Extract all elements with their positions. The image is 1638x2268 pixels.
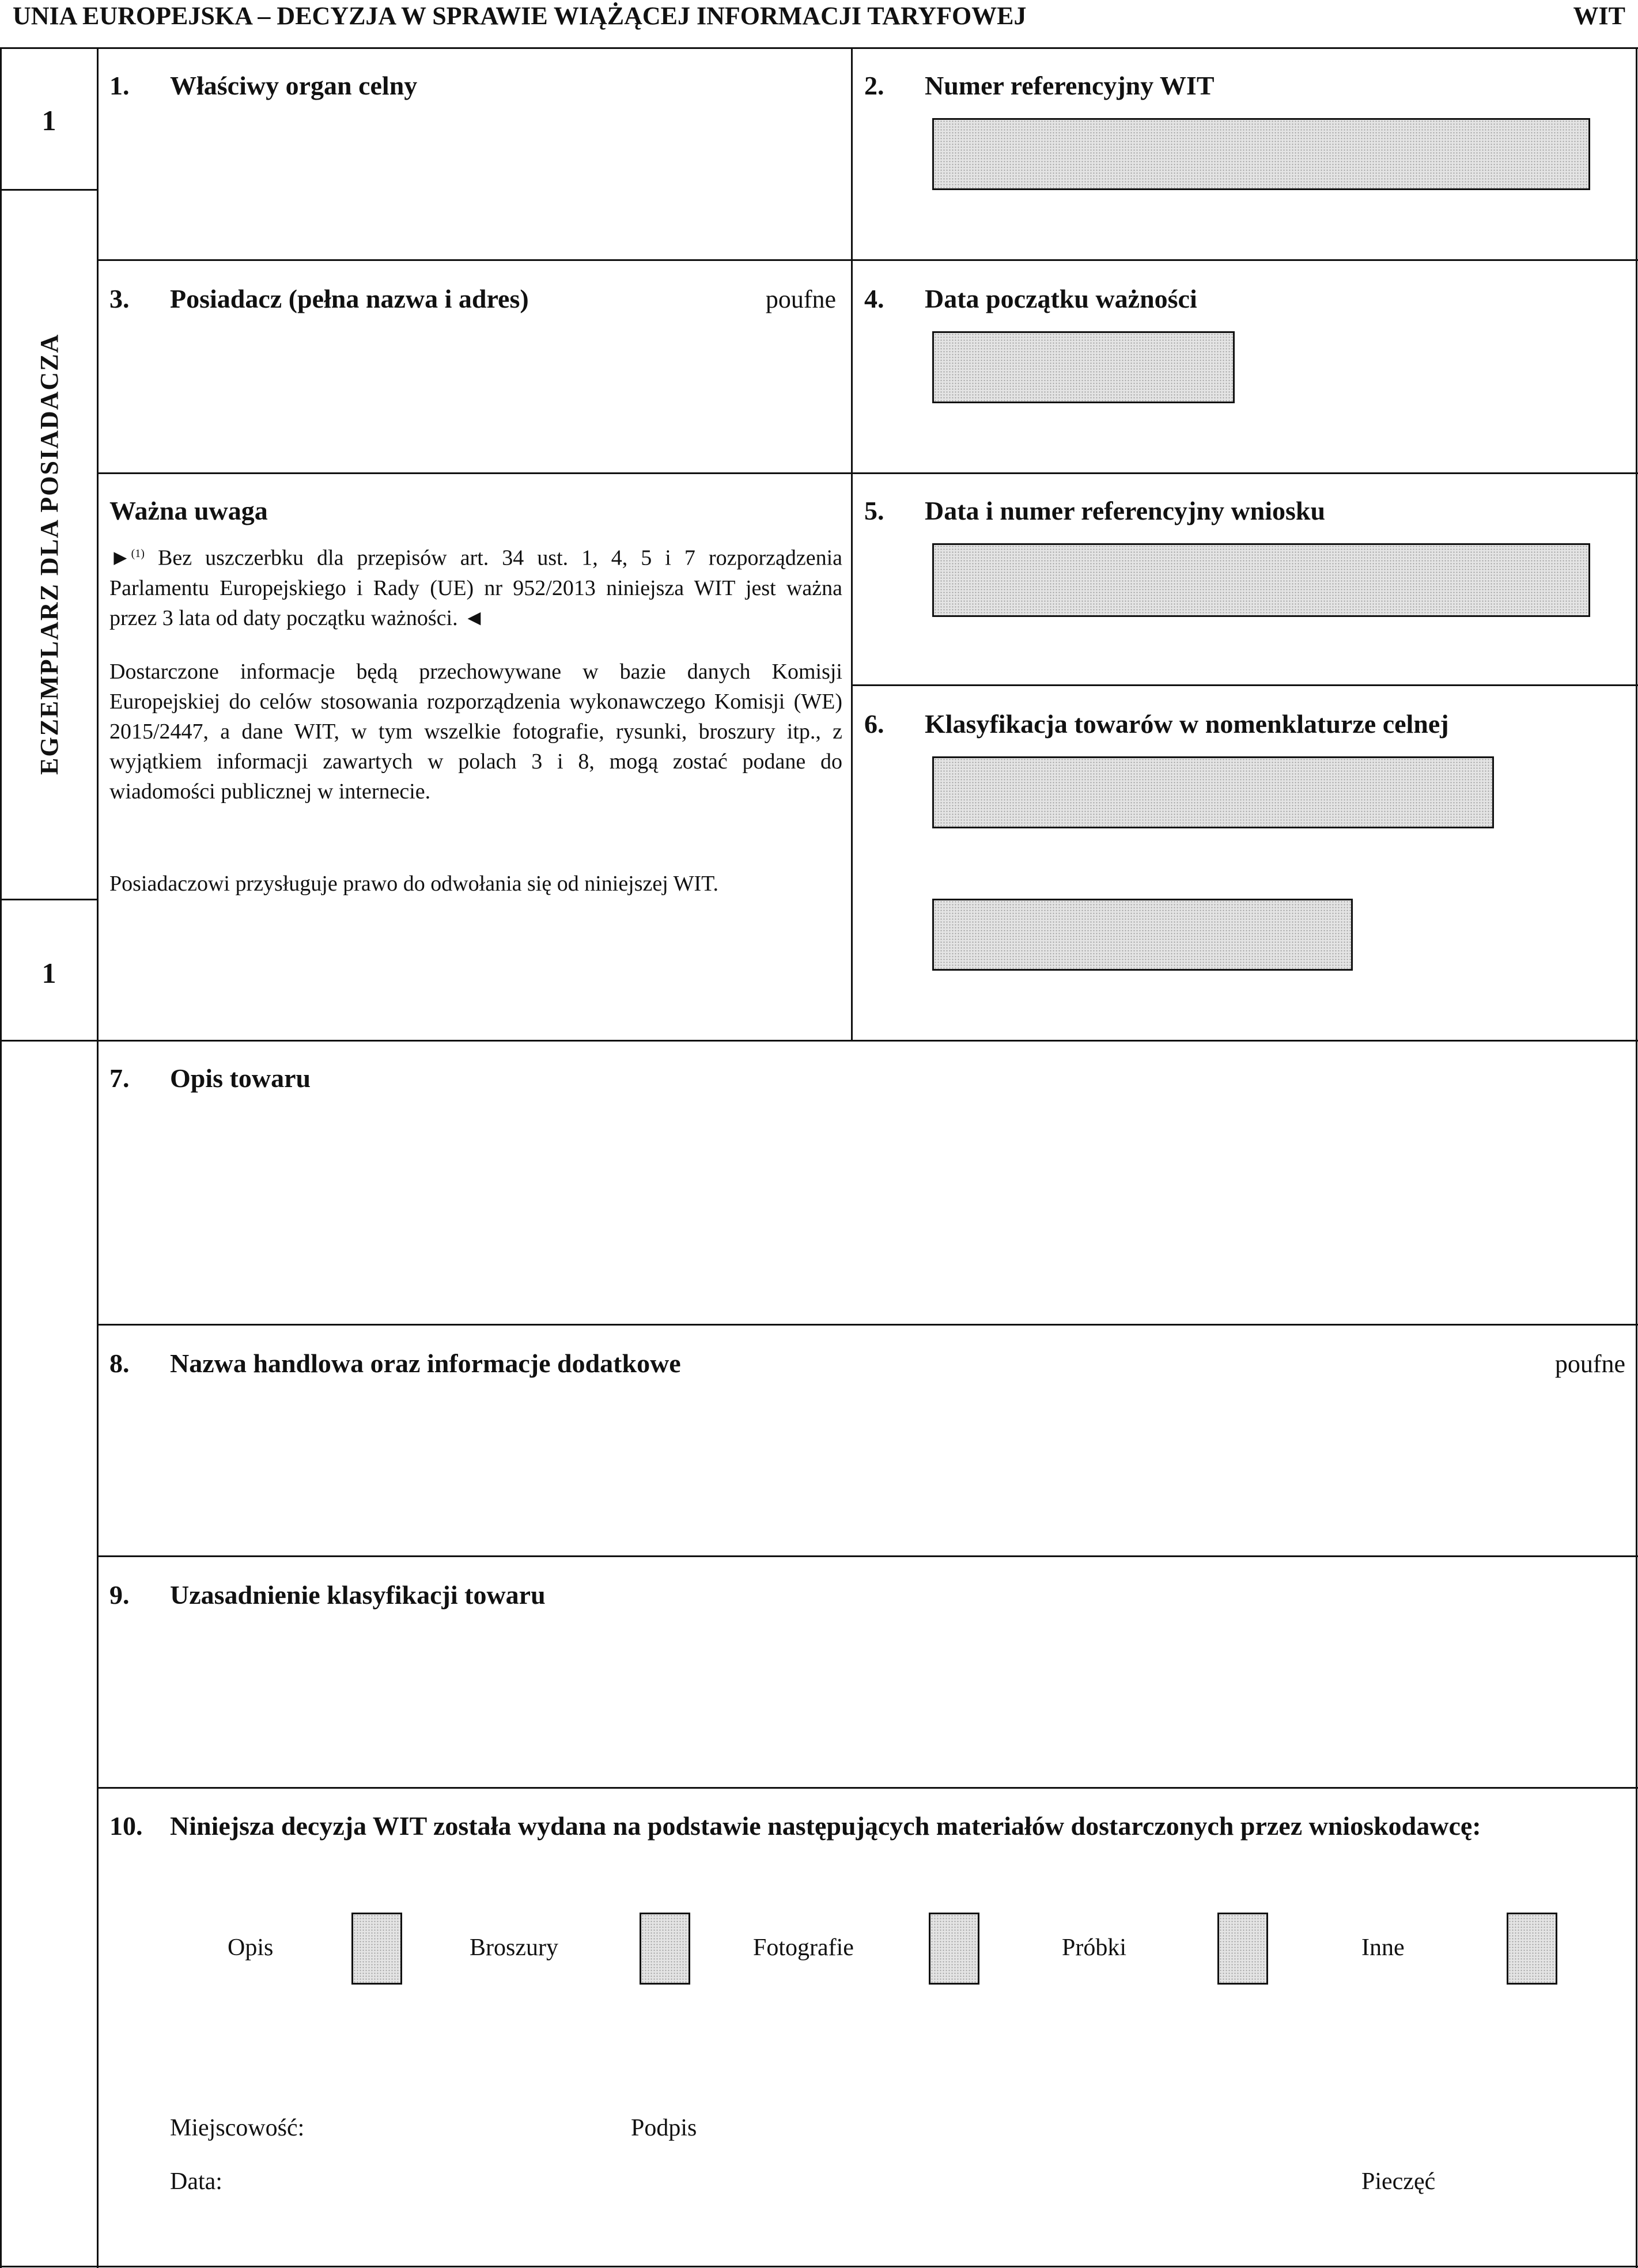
stamp-label: Pieczęć	[1361, 2168, 1436, 2195]
field-4-input[interactable]	[932, 331, 1235, 403]
material-label-description: Opis	[228, 1934, 274, 1961]
row-sep-9-10	[97, 1787, 1638, 1789]
row-sep-7-8	[97, 1324, 1638, 1326]
row-sep-3-4	[97, 472, 1638, 474]
marker-end: ◄	[463, 605, 485, 630]
field-3-confidential: poufne	[765, 285, 836, 313]
material-checkbox-photographs[interactable]	[929, 1913, 979, 1985]
date-label: Data:	[170, 2168, 222, 2195]
side-sep-3	[0, 1040, 98, 1042]
field-10-label: Niniejsza decyzja WIT została wydana na podstawie następujących materiałów dostarczonych przez wnioskodawcę:	[170, 1811, 1481, 1841]
copy-number-bottom: 1	[41, 957, 56, 989]
material-checkbox-other[interactable]	[1507, 1913, 1557, 1985]
frame-bottom-line	[0, 2266, 1638, 2267]
notice-paragraph-2: Dostarczone informacje będą przechowywane w bazie danych Komisji Europejskiej do celów stosowania rozporządzenia wykonawczego Komisji (WE) 2015/2447, a dane WIT, w tym wszelkie fotografie, rysunki, broszury itp., z wyjątkiem informacji zawartych w polach 3 i 8, mogą zostać podane do wiadomości publicznej w internecie.	[109, 660, 842, 804]
field-7-label: Opis towaru	[170, 1063, 311, 1093]
field-3-label: Posiadacz (pełna nazwa i adres)	[170, 284, 529, 313]
field-9-number: 9.	[109, 1580, 130, 1610]
frame-left-line	[0, 47, 2, 2268]
field-6-input-secondary[interactable]	[932, 899, 1353, 971]
field-6-input-primary[interactable]	[932, 756, 1494, 828]
field-6-label: Klasyfikacja towarów w nomenklaturze celnej	[925, 709, 1449, 739]
middle-column-divider	[851, 47, 853, 1041]
field-7-number: 7.	[109, 1063, 130, 1093]
field-4-label: Data początku ważności	[925, 284, 1197, 313]
copy-label: EGZEMPLARZ DLA POSIADACZA	[35, 333, 63, 775]
field-5-label: Data i numer referencyjny wniosku	[925, 496, 1326, 525]
field-3-number: 3.	[109, 284, 130, 313]
material-checkbox-description[interactable]	[351, 1913, 402, 1985]
field-2-label: Numer referencyjny WIT	[925, 71, 1215, 100]
notice-paragraph-3: Posiadaczowi przysługuje prawo do odwołania się od niniejszej WIT.	[109, 872, 719, 896]
field-8-confidential: poufne	[1554, 1350, 1625, 1378]
field-2-input[interactable]	[932, 118, 1590, 190]
field-4-number: 4.	[864, 284, 884, 313]
footnote-ref: (1)	[131, 547, 145, 560]
field-2-number: 2.	[864, 71, 884, 100]
side-sep-1	[0, 189, 98, 191]
material-checkbox-samples[interactable]	[1217, 1913, 1268, 1985]
field-8-label: Nazwa handlowa oraz informacje dodatkowe	[170, 1349, 681, 1378]
field-10-number: 10.	[109, 1811, 143, 1841]
field-5-number: 5.	[864, 496, 884, 525]
frame-right-line	[1636, 47, 1637, 2268]
copy-number-top: 1	[41, 104, 56, 137]
side-column-divider	[97, 47, 99, 2268]
row-sep-8-9	[97, 1555, 1638, 1557]
row-sep-1-2	[97, 259, 1638, 261]
field-1-label: Właściwy organ celny	[170, 71, 418, 100]
material-checkbox-brochures[interactable]	[640, 1913, 690, 1985]
frame-top-line	[0, 47, 1638, 49]
field-8-number: 8.	[109, 1349, 130, 1378]
signature-label: Podpis	[631, 2115, 697, 2141]
material-label-brochures: Broszury	[470, 1934, 558, 1961]
material-label-photographs: Fotografie	[753, 1934, 854, 1961]
field-9-label: Uzasadnienie klasyfikacji towaru	[170, 1580, 546, 1610]
form-title: UNIA EUROPEJSKA – DECYZJA W SPRAWIE WIĄŻĄCEJ INFORMACJI TARYFOWEJ	[13, 2, 1027, 30]
marker-start: ►	[109, 546, 131, 570]
row-sep-upper-7	[97, 1040, 1638, 1042]
field-6-number: 6.	[864, 709, 884, 739]
field-1-number: 1.	[109, 71, 130, 100]
form-code: WIT	[1573, 2, 1625, 30]
material-label-samples: Próbki	[1062, 1934, 1127, 1961]
notice-paragraph-1-text: Bez uszczerbku dla przepisów art. 34 ust. 1, 4, 5 i 7 rozporządzenia Parlamentu Europejskiego i Rady (UE) nr 952/2013 niniejsza WIT jest ważna przez 3 lata od daty początku ważności.	[109, 546, 842, 630]
field-5-input[interactable]	[932, 543, 1590, 617]
notice-title: Ważna uwaga	[109, 496, 268, 525]
material-label-other: Inne	[1361, 1934, 1405, 1961]
row-sep-5-6	[851, 684, 1638, 686]
notice-paragraph-1	[109, 539, 842, 633]
place-label: Miejscowość:	[170, 2115, 305, 2141]
side-sep-2	[0, 899, 98, 900]
